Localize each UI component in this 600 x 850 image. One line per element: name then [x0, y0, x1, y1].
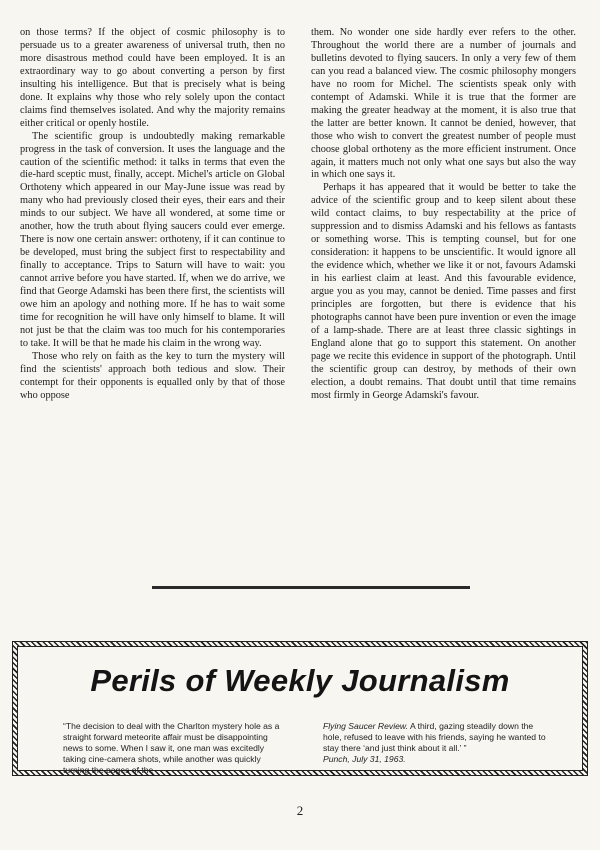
- quote-left-column: [63, 721, 289, 776]
- paragraph: on those terms? If the object of cosmic philosophy is to persuade us to a greater awareness of universal truth, then no more disastrous method could have been employed. It is an extraordinary way to go about converting a person by first insulting his intelligence. But that is precisely what is being done. It explains why those who rely solely upon the contact claims find themselves isolated. And why the majority remains either critical or openly hostile.: [20, 27, 285, 129]
- article-right-column: [311, 27, 576, 403]
- paragraph: Perhaps it has appeared that it would be better to take the advice of the scientific group and to keep silent about these wild contact claims, to buy respectability at the price of suppression and to dismiss Adamski and his fellows as fantasts or something worse. This is tempting counsel, but for one consideration: it happens to be unscientific. It would ignore all the evidence which, whether we like it or not, favours Adamski in his earliest claim at least. And this favourable evidence, argue you as you may, cannot be denied. Time passes and first principles are forgotten, but there is evidence that his photographs cannot have been pure invention or even the image of a lamp-shade. There are at least three classic sightings in England alone that go to support this statement. On another page we recite this evidence in support of the photograph. Until the scientific group can destroy, by methods of their own election, a doubt remains. That doubt until that time remains most firmly in George Adamski's favour.: [311, 182, 576, 401]
- quote-columns: [63, 721, 549, 776]
- quote-text: “The decision to deal with the Charlton mystery hole as a straight forward meteorite affair must be disappointing news to some. When I saw it, one man was excitedly taking cine-camera shots, while another was quickly turning the pages of the: [63, 721, 280, 775]
- quote-source: Punch, July 31, 1963.: [323, 754, 406, 764]
- article-body: [20, 27, 576, 403]
- box-headline: Perils of Weekly Journalism: [90, 663, 510, 698]
- paragraph: The scientific group is undoubtedly making remarkable progress in the task of conversion. It uses the language and the caution of the scientific method: it talks in terms that even the die-hard sceptic must, finally, accept. Michel's article on Global Orthoteny which appeared in our May-June issue was read by many who had previously closed their eyes, their ears and their minds to our subject. We have all wondered, at some time or another, how the truth about flying saucers could ever emerge. There is now one certain answer: orthoteny, if it can continue to be developed, must bring the subject first to respectability and finally to acceptance. Trips to Saturn will have to wait: you cannot arrive before you have started. If, when we do arrive, we find that George Adamski has been there first, the scientists will owe him an apology and nothing more. If he has to wait some time for recognition he will have only himself to blame. It will not just be that the claim was too much for his contemporaries to take. It will be that he made his claim in the wrong way.: [20, 130, 285, 349]
- article-left-column: [20, 27, 285, 403]
- magazine-title: Flying Saucer Review.: [323, 721, 409, 731]
- paragraph: Those who rely on faith as the key to turn the mystery will find the scientists' approach both tedious and slow. Their contempt for their opponents is equalled only by that of those who oppose: [20, 350, 285, 401]
- quote-continuation: [323, 721, 549, 754]
- quote-box: [12, 641, 588, 776]
- quote-text-end: A third, gazing steadily down the hole, refused to leave with his friends, saying he wanted to stay there ‘and just think about it all.’ ”: [323, 721, 546, 753]
- page-number: 2: [296, 803, 304, 818]
- paragraph: them. No wonder one side hardly ever refers to the other. Throughout the world there are a number of journals and bulletins devoted to flying saucers. In only a very few of them can you read a balanced view. The cosmic philosophy mongers have no room for Michel. The scientists speak only with contempt of Adamski. While it is true that the former are making the greater headway at the moment, it is also true that the latter are better known. It cannot be denied, however, that those who wish to convert the greatest number of people must choose global orthoteny as the more efficient instrument. Once again, it matters much not only what one says but also the way in which one says it.: [311, 27, 576, 181]
- quote-right-column: [323, 721, 549, 776]
- section-divider: [152, 586, 470, 589]
